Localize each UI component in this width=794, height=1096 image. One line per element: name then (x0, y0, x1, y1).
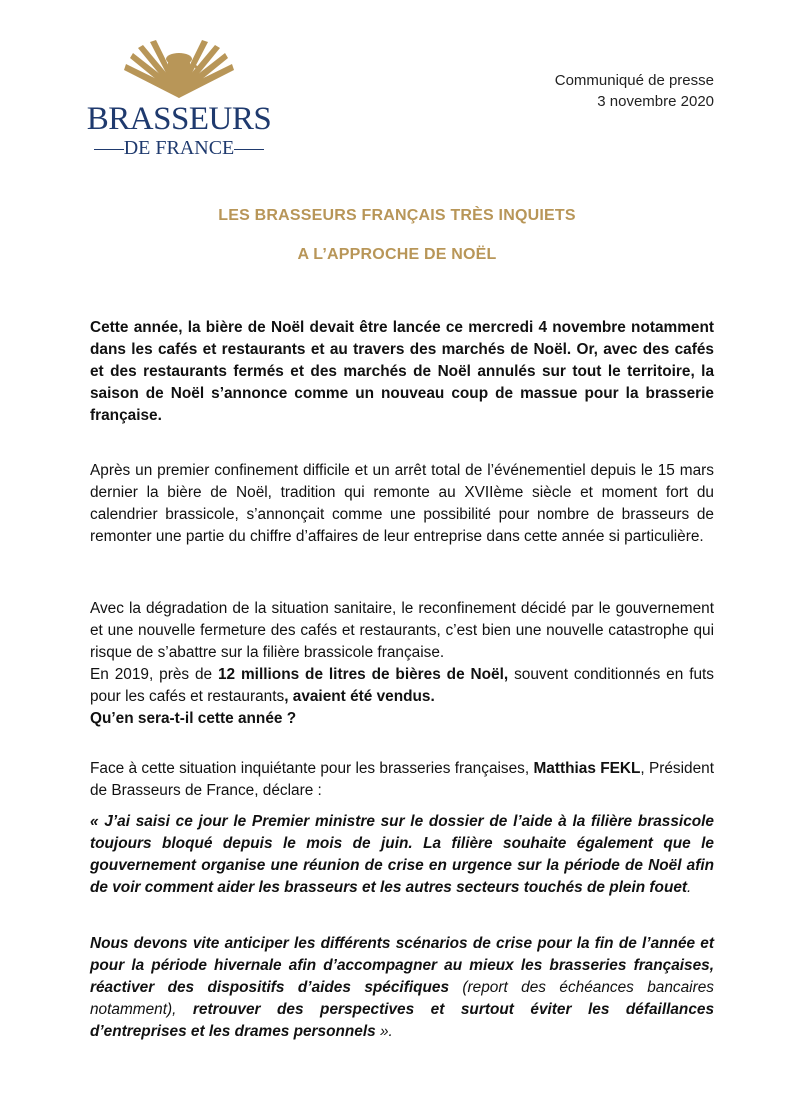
logo-text-de-france: DE FRANCE (123, 137, 235, 159)
lead-text: Cette année, la bière de Noël devait être lancée ce mercredi 4 novembre notamment dans les cafés et restaurants et au travers des marchés de Noël. Or, avec des cafés et des restaurants fermés et des marchés de Noël annulés sur tout le territoire, la saison de Noël s’annonce comme un nouveau coup de massue pour la brasserie française. (90, 319, 714, 424)
quote-2-close: ». (375, 1023, 393, 1040)
p4-text-2: , Président de Brasseurs de France, déclare : (90, 760, 714, 799)
logo-divider-right (234, 149, 264, 150)
title-line-2: A L’APPROCHE DE NOËL (297, 246, 497, 263)
quote-2 (90, 933, 714, 1043)
quote-1-text (90, 811, 714, 899)
quote-2-bold-1: Nous devons vite anticiper les différents scénarios de crise pour la fin de l’année et pour la période hivernale afin d’accompagner au mieux les brasseries françaises, réactiver des dispositifs d’aides spécifiques (90, 935, 714, 996)
paragraph-2-text: Avec la dégradation de la situation sanitaire, le reconfinement décidé par le gouvernement et une nouvelle fermeture des cafés et restaurants, c’est bien une nouvelle catastrophe qui risque de s’abattre sur la filière brassicole française. (90, 600, 714, 661)
quote-1 (90, 811, 714, 899)
paragraph-2 (90, 598, 714, 730)
quote-2-bold-2: retrouver des perspectives et surtout éviter les défaillances d’entreprises et les drames personnels (90, 1001, 715, 1040)
quote-1-bold: « J’ai saisi ce jour le Premier ministre sur le dossier de l’aide à la filière brassicole toujours bloqué depuis le mois de juin. La filière souhaite également que le gouvernement organise une réunion de crise en urgence sur la période de Noël afin de voir comment aider les brasseurs et les autres secteurs touchés de plein fouet (90, 813, 714, 896)
release-date: 3 novembre 2020 (597, 93, 714, 110)
paragraph-4-text (90, 758, 714, 802)
title-line-1: LES BRASSEURS FRANÇAIS TRÈS INQUIETS (218, 207, 576, 224)
quote-2-text (90, 933, 714, 1043)
brasseurs-de-france-logo (86, 40, 272, 160)
p3-text-2: souvent conditionnés en futs pour les cafés et restaurants (90, 666, 715, 705)
paragraph-4 (90, 758, 714, 802)
press-release-header (555, 70, 714, 112)
wheat-emblem-icon (116, 40, 242, 102)
question-line: Qu’en sera-t-il cette année ? (90, 710, 297, 727)
lead-paragraph (90, 317, 714, 427)
logo-text-brasseurs: BRASSEURS (86, 101, 272, 137)
quote-1-end: . (687, 879, 692, 896)
doc-type-label: Communiqué de presse (554, 72, 714, 89)
paragraph-1 (90, 460, 714, 548)
p3-bold-figure: 12 millions de litres de bières de Noël, (217, 666, 509, 683)
paragraph-1-text: Après un premier confinement difficile et un arrêt total de l’événementiel depuis le 15 mars dernier la bière de Noël, tradition qui remonte au XVIIème siècle et moment fort du calendrier brassicole, s’annonçait comme une possibilité pour nombre de brasseurs de remonter une partie du chiffre d’affaires de leur entreprise dans cette année si particulière. (90, 462, 714, 545)
p3-text-1: En 2019, près de (90, 666, 218, 683)
p3-bold-end: , avaient été vendus. (284, 688, 435, 705)
president-name: Matthias FEKL (533, 760, 641, 777)
p4-text-1: Face à cette situation inquiétante pour les brasseries françaises, (90, 760, 534, 777)
quote-2-aside: (report des échéances bancaires notamment), (90, 979, 714, 1018)
paragraph-3-text (90, 664, 714, 708)
